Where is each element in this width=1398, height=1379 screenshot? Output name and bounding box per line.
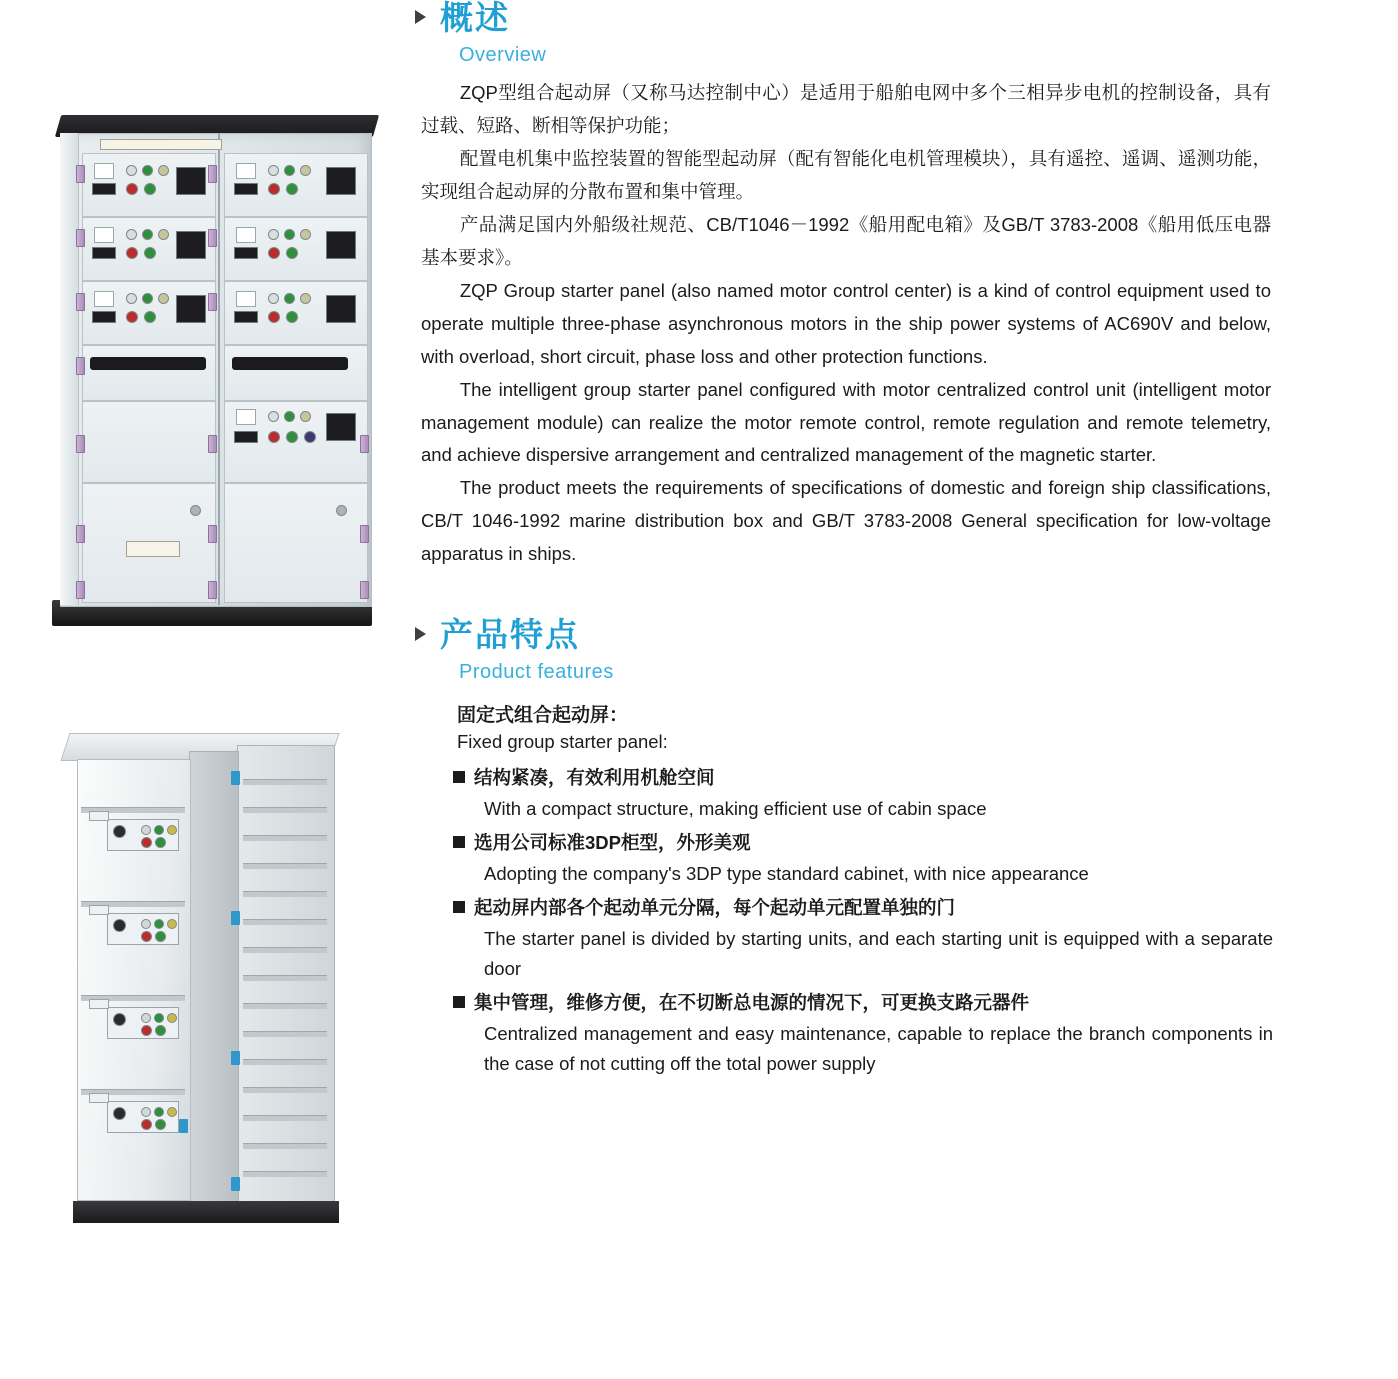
triangle-bullet-icon bbox=[415, 10, 426, 24]
ventilation-louver bbox=[90, 357, 206, 370]
indicator-lamp bbox=[268, 411, 279, 422]
section-title-cn: 概述 bbox=[440, 0, 510, 36]
feature-text-en: Adopting the company's 3DP type standard cabinet, with nice appearance bbox=[484, 863, 1089, 885]
unit-label bbox=[236, 291, 256, 307]
door-hinge bbox=[208, 293, 217, 311]
feature-text-cn: 选用公司标准3DP柜型，外形美观 bbox=[474, 832, 751, 854]
feature-text-cn: 集中管理，维修方便，在不切断总电源的情况下，可更换支路元器件 bbox=[474, 992, 1030, 1014]
square-bullet-icon bbox=[453, 996, 465, 1008]
overview-paragraph-cn-3: 产品满足国内外船级社规范、CB/T1046－1992《船用配电箱》及GB/T 3783-2008《船用低压电器基本要求》。 bbox=[421, 213, 1271, 268]
start-button bbox=[286, 183, 298, 195]
cabinet-nameplate bbox=[100, 139, 222, 150]
unit-label bbox=[94, 291, 114, 307]
door-hinge bbox=[360, 525, 369, 543]
overview-paragraph-en-2: The intelligent group starter panel configured with motor centralized control unit (intelligent motor management module) can realize the motor remote control, remote regulation and remote telemetry, and achieve dispersive arrangement and centralized management of the magnetic starter. bbox=[421, 378, 1271, 466]
unit-label bbox=[236, 409, 256, 425]
ventilation-slot bbox=[243, 1031, 327, 1037]
indicator-lamp bbox=[141, 1013, 151, 1023]
door-hinge bbox=[76, 229, 85, 247]
overview-paragraph-cn-2: 配置电机集中监控装置的智能型起动屏（配有智能化电机管理模块），具有遥控、遥调、遥测功能，实现组合起动屏的分散布置和集中管理。 bbox=[421, 148, 1271, 203]
door-latch bbox=[231, 771, 240, 785]
start-button bbox=[155, 931, 166, 942]
ammeter bbox=[176, 295, 206, 323]
section-overview bbox=[415, 0, 1285, 571]
display-window bbox=[92, 183, 116, 195]
feature-text-en: With a compact structure, making efficient use of cabin space bbox=[484, 798, 987, 820]
indicator-lamp bbox=[141, 1107, 151, 1117]
stop-button bbox=[141, 931, 152, 942]
square-bullet-icon bbox=[453, 901, 465, 913]
start-button bbox=[155, 837, 166, 848]
list-item bbox=[453, 988, 1273, 1079]
stop-button bbox=[141, 837, 152, 848]
start-button bbox=[155, 1025, 166, 1036]
feature-text-cn: 结构紧凑，有效利用机舱空间 bbox=[474, 767, 715, 789]
indicator-lamp bbox=[141, 919, 151, 929]
door-hinge bbox=[208, 165, 217, 183]
indicator-lamp-green bbox=[154, 919, 164, 929]
door-hinge bbox=[208, 581, 217, 599]
door-hinge bbox=[208, 229, 217, 247]
ammeter bbox=[176, 231, 206, 259]
starter-unit-door bbox=[224, 345, 368, 401]
ammeter bbox=[176, 167, 206, 195]
list-item bbox=[453, 763, 1273, 824]
selector-switch bbox=[113, 1013, 126, 1026]
cabinet-column-divider bbox=[218, 133, 220, 605]
features-subhead-cn: 固定式组合起动屏： bbox=[457, 705, 629, 727]
unit-label bbox=[94, 163, 114, 179]
indicator-lamp-amber bbox=[300, 293, 311, 304]
stop-button bbox=[268, 247, 280, 259]
door-hinge bbox=[360, 581, 369, 599]
overview-paragraph-cn-1: ZQP型组合起动屏（又称马达控制中心）是适用于船舶电网中多个三相异步电机的控制设备，具有过载、短路、断相等保护功能； bbox=[421, 82, 1271, 137]
door-latch bbox=[179, 1119, 188, 1133]
selector-switch bbox=[113, 825, 126, 838]
unit-label bbox=[89, 905, 109, 915]
ventilation-slot bbox=[243, 807, 327, 813]
unit-label bbox=[89, 999, 109, 1009]
start-button bbox=[155, 1119, 166, 1130]
ventilation-slot bbox=[243, 1059, 327, 1065]
indicator-lamp bbox=[126, 165, 137, 176]
start-button bbox=[286, 247, 298, 259]
indicator-lamp-amber bbox=[158, 293, 169, 304]
indicator-lamp-amber bbox=[158, 165, 169, 176]
display-window bbox=[92, 311, 116, 323]
unit-label bbox=[94, 227, 114, 243]
stop-button bbox=[126, 311, 138, 323]
door-hinge bbox=[76, 357, 85, 375]
display-window bbox=[234, 311, 258, 323]
feature-text-en: Centralized management and easy maintenance, capable to replace the branch components in the case of not cutting off the total power supply bbox=[484, 1023, 1273, 1075]
starter-unit-door bbox=[82, 401, 216, 483]
stop-button bbox=[141, 1025, 152, 1036]
product-photo-front-view bbox=[40, 105, 380, 645]
door-latch bbox=[231, 911, 240, 925]
indicator-lamp bbox=[268, 165, 279, 176]
ventilation-louver bbox=[232, 357, 348, 370]
door-hinge bbox=[76, 435, 85, 453]
stop-button bbox=[268, 183, 280, 195]
start-button bbox=[286, 431, 298, 443]
section-title-en: Product features bbox=[459, 661, 614, 684]
ventilation-slot bbox=[243, 1143, 327, 1149]
list-item bbox=[453, 828, 1273, 889]
image-column bbox=[0, 0, 400, 1379]
door-hinge bbox=[208, 525, 217, 543]
ventilation-slot bbox=[243, 835, 327, 841]
ventilation-slot bbox=[243, 975, 327, 981]
selector-switch bbox=[113, 919, 126, 932]
indicator-lamp-green bbox=[142, 165, 153, 176]
indicator-lamp-amber bbox=[300, 165, 311, 176]
stop-button bbox=[126, 247, 138, 259]
indicator-lamp bbox=[268, 293, 279, 304]
door-lock bbox=[336, 505, 347, 516]
starter-unit-door bbox=[82, 345, 216, 401]
door-hinge bbox=[76, 525, 85, 543]
stop-button bbox=[141, 1119, 152, 1130]
indicator-lamp bbox=[141, 825, 151, 835]
ventilation-slot bbox=[243, 919, 327, 925]
features-heading bbox=[415, 617, 1285, 653]
overview-paragraph-en-3: The product meets the requirements of specifications of domestic and foreign ship classifications, CB/T 1046-1992 marine distribution box and GB/T 3783-2008 General specification for low-voltage apparatus in ships. bbox=[421, 477, 1271, 565]
display-window bbox=[92, 247, 116, 259]
display-window bbox=[234, 183, 258, 195]
start-button bbox=[144, 247, 156, 259]
indicator-lamp-amber bbox=[300, 411, 311, 422]
indicator-lamp-amber bbox=[300, 229, 311, 240]
feature-text-en: The starter panel is divided by starting units, and each starting unit is equipped with a separate door bbox=[484, 928, 1273, 980]
ventilation-slot bbox=[243, 1087, 327, 1093]
unit-label bbox=[236, 227, 256, 243]
indicator-lamp-green bbox=[142, 229, 153, 240]
section-title-cn: 产品特点 bbox=[440, 616, 580, 654]
door-hinge bbox=[76, 581, 85, 599]
indicator-lamp-green bbox=[154, 1107, 164, 1117]
indicator-lamp-green bbox=[284, 229, 295, 240]
feature-list bbox=[453, 763, 1273, 1079]
stop-button bbox=[126, 183, 138, 195]
cabinet-plinth bbox=[73, 1201, 339, 1223]
cabinet-mid-face bbox=[189, 751, 239, 1205]
indicator-lamp-green bbox=[142, 293, 153, 304]
overview-paragraph-en-1: ZQP Group starter panel (also named motor control center) is a kind of control equipment used to operate multiple three-phase asynchronous motors in the ship power systems of AC690V and below, with overload, short circuit, phase loss and other protection functions. bbox=[421, 279, 1271, 367]
stop-button bbox=[268, 311, 280, 323]
features-subhead-en: Fixed group starter panel: bbox=[457, 731, 668, 753]
overview-body bbox=[421, 77, 1271, 571]
display-window bbox=[234, 431, 258, 443]
indicator-lamp-amber bbox=[167, 1013, 177, 1023]
stop-button bbox=[268, 431, 280, 443]
indicator-lamp bbox=[126, 293, 137, 304]
indicator-lamp-amber bbox=[167, 1107, 177, 1117]
ventilation-slot bbox=[243, 863, 327, 869]
unit-label bbox=[236, 163, 256, 179]
door-lock bbox=[190, 505, 201, 516]
indicator-lamp bbox=[126, 229, 137, 240]
ammeter bbox=[326, 413, 356, 441]
square-bullet-icon bbox=[453, 836, 465, 848]
indicator-lamp-green bbox=[284, 293, 295, 304]
square-bullet-icon bbox=[453, 771, 465, 783]
unit-label bbox=[89, 811, 109, 821]
starter-unit-door bbox=[224, 483, 368, 603]
door-hinge bbox=[360, 435, 369, 453]
door-hinge bbox=[76, 293, 85, 311]
feature-text-cn: 起动屏内部各个起动单元分隔，每个起动单元配置单独的门 bbox=[474, 897, 956, 919]
start-button bbox=[144, 311, 156, 323]
unit-label bbox=[89, 1093, 109, 1103]
selector-switch bbox=[304, 431, 316, 443]
section-title-en: Overview bbox=[459, 44, 547, 67]
indicator-lamp-amber bbox=[158, 229, 169, 240]
indicator-lamp-amber bbox=[167, 919, 177, 929]
indicator-lamp-green bbox=[154, 825, 164, 835]
display-window bbox=[234, 247, 258, 259]
ammeter bbox=[326, 167, 356, 195]
ventilation-slot bbox=[243, 1115, 327, 1121]
indicator-lamp-amber bbox=[167, 825, 177, 835]
ventilation-slot bbox=[243, 1171, 327, 1177]
start-button bbox=[286, 311, 298, 323]
indicator-lamp-green bbox=[284, 165, 295, 176]
triangle-bullet-icon bbox=[415, 627, 426, 641]
ammeter bbox=[326, 231, 356, 259]
overview-heading bbox=[415, 0, 1285, 36]
text-column bbox=[415, 0, 1285, 1083]
door-hinge bbox=[76, 165, 85, 183]
section-product-features bbox=[415, 617, 1285, 1079]
ventilation-slot bbox=[243, 1003, 327, 1009]
equipment-label bbox=[126, 541, 180, 557]
ammeter bbox=[326, 295, 356, 323]
ventilation-slot bbox=[243, 947, 327, 953]
list-item bbox=[453, 893, 1273, 984]
indicator-lamp-green bbox=[284, 411, 295, 422]
indicator-lamp bbox=[268, 229, 279, 240]
selector-switch bbox=[113, 1107, 126, 1120]
door-latch bbox=[231, 1051, 240, 1065]
indicator-lamp-green bbox=[154, 1013, 164, 1023]
product-photo-angled-view bbox=[55, 715, 385, 1255]
ventilation-slot bbox=[243, 891, 327, 897]
ventilation-slot bbox=[243, 779, 327, 785]
door-latch bbox=[231, 1177, 240, 1191]
door-hinge bbox=[208, 435, 217, 453]
start-button bbox=[144, 183, 156, 195]
